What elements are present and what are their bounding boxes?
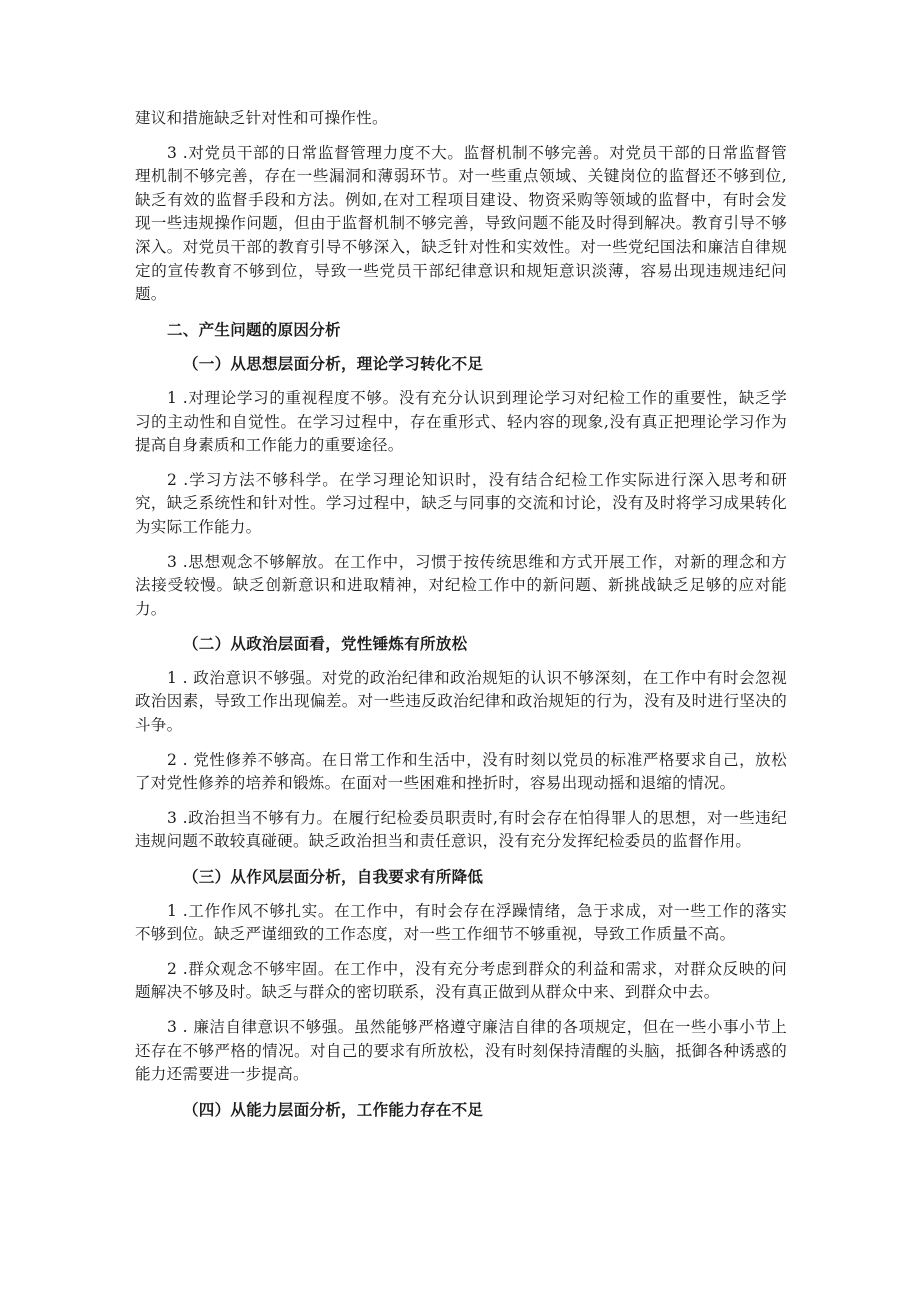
document-body (135, 107, 787, 1132)
paragraph-thinking: 3 .思想观念不够解放。在工作中，习惯于按传统思维和方式开展工作，对新的理念和方法接受较慢。缺乏创新意识和进取精神，对纪检工作中的新问题、新挑战缺乏足够的应对能力。 (135, 552, 787, 618)
section-heading-cause-analysis: 二、产生问题的原因分析 (167, 319, 341, 339)
paragraph-party-spirit: 2 . 党性修养不够高。在日常工作和生活中，没有时刻以党员的标准严格要求自己，放松了对党性修养的培养和锻炼。在面对一些困难和挫折时，容易出现动摇和退缩的情况。 (135, 750, 787, 793)
paragraph-work-style: 1 .工作作风不够扎实。在工作中，有时会存在浮躁情绪，急于求成，对一些工作的落实不够到位。缺乏严谨细致的工作态度，对一些工作细节不够重视，导致工作质量不高。 (135, 901, 787, 944)
paragraph-mass-concept: 2 .群众观念不够牢固。在工作中，没有充分考虑到群众的利益和需求，对群众反映的问题解决不够及时。缺乏与群众的密切联系，没有真正做到从群众中来、到群众中去。 (135, 959, 787, 1002)
paragraph-political-awareness: 1 . 政治意识不够强。对党的政治纪律和政治规矩的认识不够深刻，在工作中有时会忽视政治因素，导致工作出现偏差。对一些违反政治纪律和政治规矩的行为，没有及时进行坚决的斗争。 (135, 668, 787, 735)
paragraph-continuation: 建议和措施缺乏针对性和可操作性。 (135, 109, 388, 127)
paragraph-theory-study: 1 .对理论学习的重视程度不够。没有充分认识到理论学习对纪检工作的重要性，缺乏学习的主动性和自觉性。在学习过程中，存在重形式、轻内容的现象,没有真正把理论学习作为提高自身素质和工作能力的重要途径。 (135, 388, 787, 455)
subsection-heading-politics: （二）从政治层面看，党性锤炼有所放松 (183, 634, 468, 654)
paragraph-political-responsibility: 3 .政治担当不够有力。在履行纪检委员职责时,有时会存在怕得罪人的思想，对一些违纪违规问题不敢较真碰硬。缺乏政治担当和责任意识，没有充分发挥纪检委员的监督作用。 (135, 808, 787, 851)
paragraph-study-method: 2 .学习方法不够科学。在学习理论知识时，没有结合纪检工作实际进行深入思考和研究，缺乏系统性和针对性。学习过程中，缺乏与同事的交流和讨论，没有及时将学习成果转化为实际工作能力。 (135, 470, 787, 536)
subsection-heading-thought: （一）从思想层面分析，理论学习转化不足 (183, 354, 484, 374)
paragraph-integrity: 3 . 廉洁自律意识不够强。虽然能够严格遵守廉洁自律的各项规定，但在一些小事小节上还存在不够严格的情况。对自己的要求有所放松，没有时刻保持清醒的头脑，抵御各种诱惑的能力还需要进一步提高。 (135, 1018, 787, 1084)
subsection-heading-style: （三）从作风层面分析，自我要求有所降低 (183, 867, 484, 887)
paragraph-supervision: 3 .对党员干部的日常监督管理力度不大。监督机制不够完善。对党员干部的日常监督管理机制不够完善，存在一些漏洞和薄弱环节。对一些重点领域、关键岗位的监督还不够到位,缺乏有效的监督手段和方法。例如,在对工程项目建设、物资采购等领域的监督中，有时会发现一些违规操作问题，但由于监督机制不够完善，导致问题不能及时得到解决。教育引导不够深入。对党员干部的教育引导不够深入，缺乏针对性和实效性。对一些党纪国法和廉洁自律规定的宣传教育不够到位，导致一些党员干部纪律意识和规矩意识淡薄，容易出现违规违纪问题。 (135, 143, 787, 304)
subsection-heading-ability: （四）从能力层面分析，工作能力存在不足 (183, 1099, 484, 1119)
